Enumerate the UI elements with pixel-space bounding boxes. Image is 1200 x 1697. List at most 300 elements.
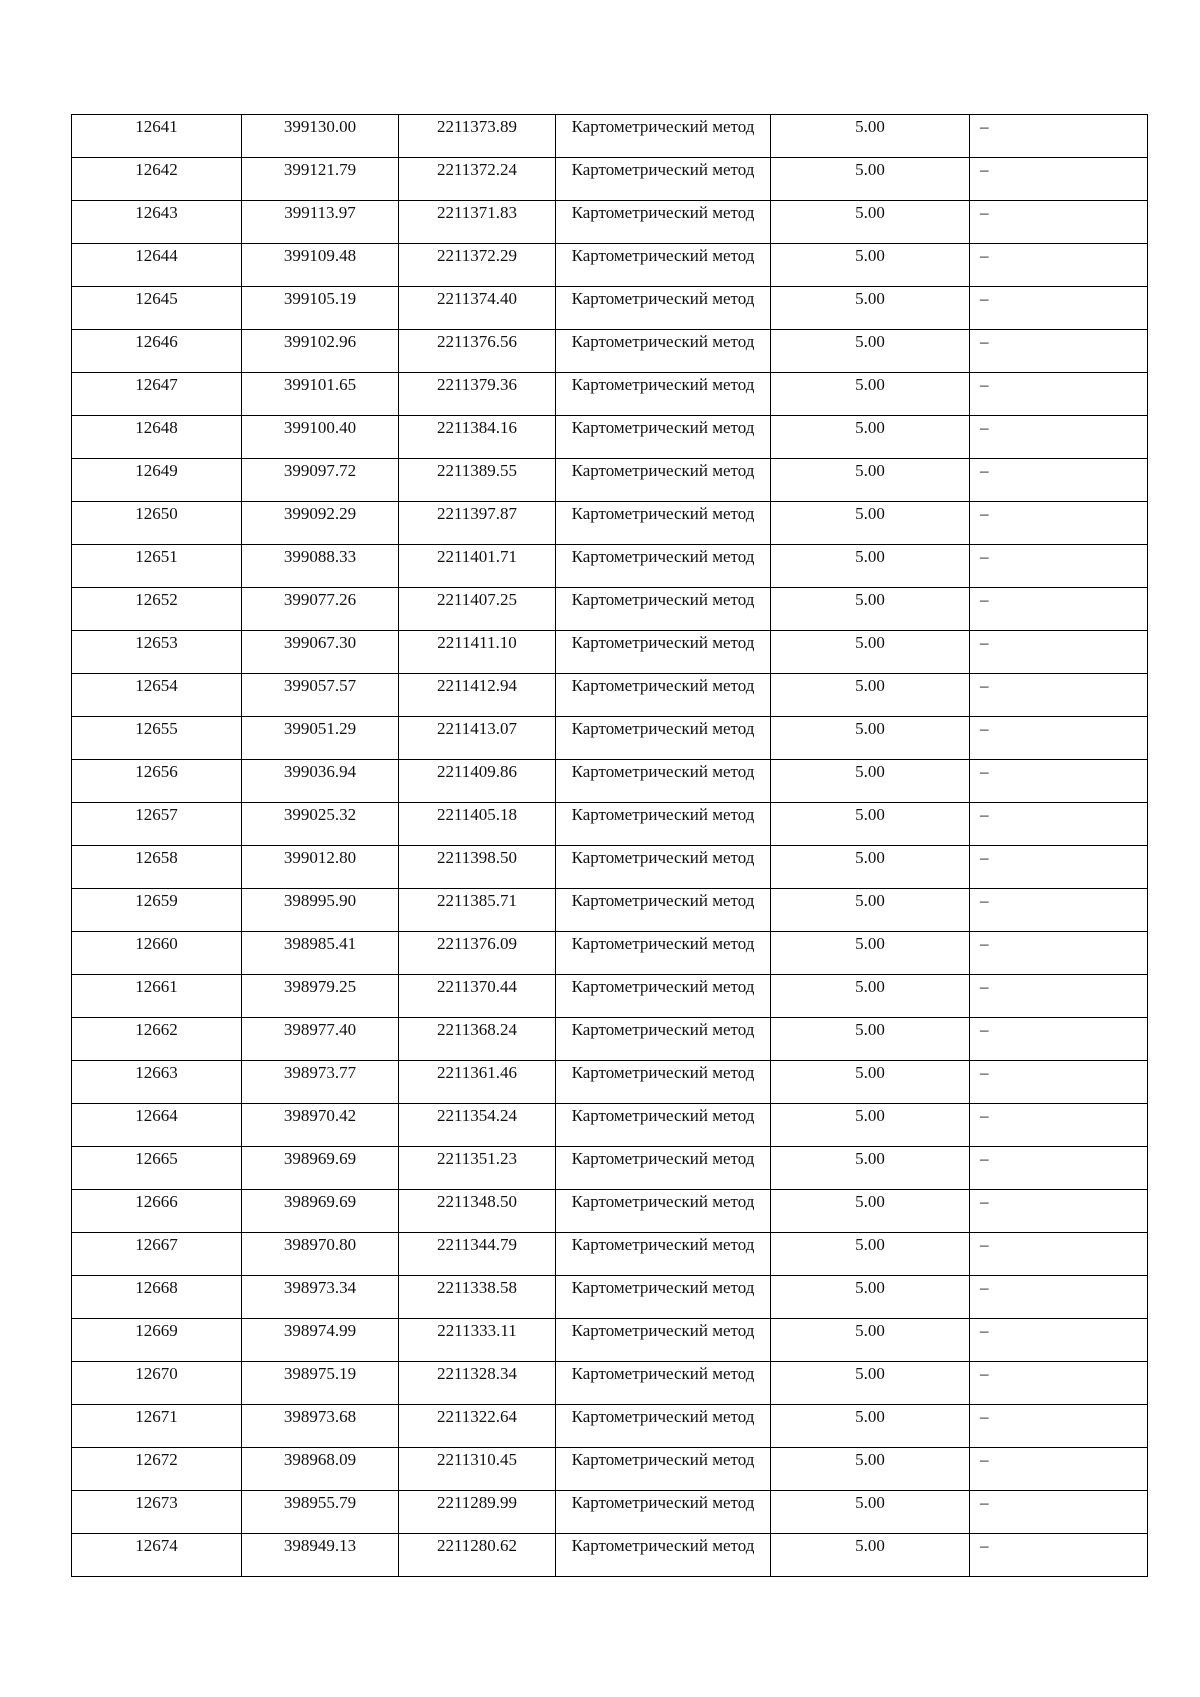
table-row: [72, 717, 1148, 760]
y-coordinate-cell: [399, 1104, 556, 1147]
point-number-cell-text: 12655: [135, 719, 178, 738]
method-cell: [556, 1534, 771, 1577]
accuracy-cell-text: 5.00: [855, 547, 885, 566]
y-coordinate-cell-text: 2211338.58: [436, 1278, 518, 1297]
table-row: [72, 244, 1148, 287]
note-cell: [970, 1061, 1148, 1104]
x-coordinate-cell-text: 398995.90: [283, 891, 357, 910]
point-number-cell-text: 12648: [135, 418, 178, 437]
y-coordinate-cell: [399, 1018, 556, 1061]
table-row: [72, 1448, 1148, 1491]
accuracy-cell-text: 5.00: [855, 375, 885, 394]
point-number-cell: [72, 545, 242, 588]
method-cell: [556, 1491, 771, 1534]
accuracy-cell: [771, 760, 970, 803]
y-coordinate-cell-text: 2211373.89: [436, 117, 518, 136]
accuracy-cell-text: 5.00: [855, 332, 885, 351]
y-coordinate-cell-text: 2211344.79: [436, 1235, 518, 1254]
x-coordinate-cell: [242, 1362, 399, 1405]
table-row: [72, 287, 1148, 330]
note-cell-text: –: [980, 590, 989, 609]
accuracy-cell-text: 5.00: [855, 1063, 885, 1082]
x-coordinate-cell: [242, 846, 399, 889]
table-row: [72, 416, 1148, 459]
method-cell-text: Картометрический метод: [571, 934, 755, 953]
method-cell-text: Картометрический метод: [571, 1106, 755, 1125]
y-coordinate-cell-text: 2211397.87: [436, 504, 518, 523]
table-row: [72, 502, 1148, 545]
accuracy-cell: [771, 287, 970, 330]
point-number-cell: [72, 1276, 242, 1319]
accuracy-cell-text: 5.00: [855, 1020, 885, 1039]
point-number-cell-text: 12674: [135, 1536, 178, 1555]
point-number-cell: [72, 1491, 242, 1534]
accuracy-cell-text: 5.00: [855, 504, 885, 523]
point-number-cell: [72, 1448, 242, 1491]
method-cell: [556, 201, 771, 244]
point-number-cell-text: 12669: [135, 1321, 178, 1340]
y-coordinate-cell: [399, 1147, 556, 1190]
method-cell: [556, 803, 771, 846]
point-number-cell-text: 12663: [135, 1063, 178, 1082]
table-row: [72, 975, 1148, 1018]
x-coordinate-cell-text: 398969.69: [283, 1149, 357, 1168]
y-coordinate-cell-text: 2211372.29: [436, 246, 518, 265]
method-cell-text: Картометрический метод: [571, 848, 755, 867]
point-number-cell-text: 12641: [135, 117, 178, 136]
accuracy-cell: [771, 1147, 970, 1190]
table-row: [72, 330, 1148, 373]
accuracy-cell-text: 5.00: [855, 1321, 885, 1340]
point-number-cell: [72, 889, 242, 932]
table-row: [72, 1104, 1148, 1147]
point-number-cell-text: 12658: [135, 848, 178, 867]
accuracy-cell: [771, 244, 970, 287]
accuracy-cell-text: 5.00: [855, 1192, 885, 1211]
method-cell: [556, 975, 771, 1018]
note-cell: [970, 115, 1148, 158]
note-cell: [970, 201, 1148, 244]
x-coordinate-cell: [242, 201, 399, 244]
x-coordinate-cell: [242, 674, 399, 717]
method-cell: [556, 1276, 771, 1319]
method-cell: [556, 760, 771, 803]
note-cell-text: –: [980, 504, 989, 523]
x-coordinate-cell-text: 398955.79: [283, 1493, 357, 1512]
y-coordinate-cell-text: 2211384.16: [436, 418, 518, 437]
method-cell-text: Картометрический метод: [571, 1321, 755, 1340]
y-coordinate-cell: [399, 717, 556, 760]
x-coordinate-cell-text: 399100.40: [283, 418, 357, 437]
table-row: [72, 201, 1148, 244]
x-coordinate-cell-text: 399113.97: [284, 203, 356, 222]
note-cell-text: –: [980, 934, 989, 953]
point-number-cell: [72, 846, 242, 889]
note-cell-text: –: [980, 1364, 989, 1383]
note-cell-text: –: [980, 246, 989, 265]
accuracy-cell: [771, 717, 970, 760]
y-coordinate-cell: [399, 1362, 556, 1405]
y-coordinate-cell-text: 2211411.10: [437, 633, 517, 652]
table-row: [72, 889, 1148, 932]
point-number-cell: [72, 1319, 242, 1362]
x-coordinate-cell: [242, 1491, 399, 1534]
x-coordinate-cell: [242, 1233, 399, 1276]
note-cell-text: –: [980, 418, 989, 437]
x-coordinate-cell-text: 398968.09: [283, 1450, 357, 1469]
x-coordinate-cell: [242, 760, 399, 803]
y-coordinate-cell: [399, 1405, 556, 1448]
point-number-cell: [72, 674, 242, 717]
x-coordinate-cell: [242, 1405, 399, 1448]
table-row: [72, 1147, 1148, 1190]
table-row: [72, 1276, 1148, 1319]
accuracy-cell: [771, 1018, 970, 1061]
y-coordinate-cell-text: 2211398.50: [436, 848, 518, 867]
note-cell: [970, 717, 1148, 760]
point-number-cell-text: 12650: [135, 504, 178, 523]
accuracy-cell-text: 5.00: [855, 1364, 885, 1383]
note-cell-text: –: [980, 332, 989, 351]
method-cell-text: Картометрический метод: [571, 375, 755, 394]
note-cell-text: –: [980, 1192, 989, 1211]
note-cell: [970, 760, 1148, 803]
note-cell-text: –: [980, 461, 989, 480]
accuracy-cell: [771, 889, 970, 932]
table-row: [72, 631, 1148, 674]
coordinates-table: [71, 114, 1148, 1577]
table-row: [72, 1319, 1148, 1362]
table-row: [72, 1233, 1148, 1276]
method-cell: [556, 846, 771, 889]
y-coordinate-cell-text: 2211379.36: [436, 375, 518, 394]
accuracy-cell-text: 5.00: [855, 203, 885, 222]
y-coordinate-cell-text: 2211310.45: [436, 1450, 518, 1469]
accuracy-cell: [771, 416, 970, 459]
y-coordinate-cell-text: 2211409.86: [436, 762, 518, 781]
x-coordinate-cell-text: 399057.57: [283, 676, 357, 695]
y-coordinate-cell-text: 2211405.18: [436, 805, 518, 824]
accuracy-cell: [771, 674, 970, 717]
point-number-cell: [72, 416, 242, 459]
point-number-cell: [72, 975, 242, 1018]
method-cell-text: Картометрический метод: [571, 977, 755, 996]
accuracy-cell: [771, 545, 970, 588]
point-number-cell: [72, 287, 242, 330]
y-coordinate-cell-text: 2211371.83: [436, 203, 518, 222]
y-coordinate-cell: [399, 373, 556, 416]
accuracy-cell-text: 5.00: [855, 246, 885, 265]
method-cell: [556, 1190, 771, 1233]
accuracy-cell: [771, 1319, 970, 1362]
accuracy-cell: [771, 1362, 970, 1405]
method-cell-text: Картометрический метод: [571, 504, 755, 523]
method-cell-text: Картометрический метод: [571, 676, 755, 695]
x-coordinate-cell-text: 399092.29: [283, 504, 357, 523]
x-coordinate-cell-text: 398970.42: [283, 1106, 357, 1125]
accuracy-cell-text: 5.00: [855, 762, 885, 781]
x-coordinate-cell: [242, 545, 399, 588]
y-coordinate-cell: [399, 846, 556, 889]
y-coordinate-cell: [399, 244, 556, 287]
table-row: [72, 803, 1148, 846]
note-cell-text: –: [980, 676, 989, 695]
method-cell-text: Картометрический метод: [571, 461, 755, 480]
point-number-cell: [72, 158, 242, 201]
accuracy-cell-text: 5.00: [855, 461, 885, 480]
accuracy-cell: [771, 1491, 970, 1534]
method-cell-text: Картометрический метод: [571, 1192, 755, 1211]
y-coordinate-cell: [399, 1534, 556, 1577]
point-number-cell: [72, 502, 242, 545]
point-number-cell-text: 12656: [135, 762, 178, 781]
note-cell-text: –: [980, 891, 989, 910]
y-coordinate-cell: [399, 158, 556, 201]
method-cell-text: Картометрический метод: [571, 633, 755, 652]
accuracy-cell-text: 5.00: [855, 1235, 885, 1254]
point-number-cell-text: 12673: [135, 1493, 178, 1512]
table-row: [72, 1534, 1148, 1577]
method-cell: [556, 244, 771, 287]
accuracy-cell: [771, 115, 970, 158]
point-number-cell: [72, 717, 242, 760]
y-coordinate-cell-text: 2211376.09: [436, 934, 518, 953]
accuracy-cell: [771, 932, 970, 975]
method-cell: [556, 1018, 771, 1061]
note-cell: [970, 846, 1148, 889]
accuracy-cell: [771, 158, 970, 201]
y-coordinate-cell-text: 2211328.34: [436, 1364, 518, 1383]
method-cell-text: Картометрический метод: [571, 1536, 755, 1555]
note-cell: [970, 416, 1148, 459]
table-row: [72, 1491, 1148, 1534]
note-cell: [970, 459, 1148, 502]
point-number-cell-text: 12645: [135, 289, 178, 308]
x-coordinate-cell: [242, 1147, 399, 1190]
note-cell: [970, 1405, 1148, 1448]
accuracy-cell: [771, 373, 970, 416]
point-number-cell-text: 12646: [135, 332, 178, 351]
point-number-cell-text: 12653: [135, 633, 178, 652]
note-cell-text: –: [980, 719, 989, 738]
accuracy-cell-text: 5.00: [855, 590, 885, 609]
accuracy-cell: [771, 330, 970, 373]
accuracy-cell: [771, 201, 970, 244]
x-coordinate-cell-text: 399067.30: [283, 633, 357, 652]
method-cell: [556, 545, 771, 588]
x-coordinate-cell-text: 399105.19: [283, 289, 357, 308]
point-number-cell-text: 12670: [135, 1364, 178, 1383]
y-coordinate-cell: [399, 674, 556, 717]
x-coordinate-cell: [242, 115, 399, 158]
note-cell: [970, 1319, 1148, 1362]
method-cell-text: Картометрический метод: [571, 246, 755, 265]
x-coordinate-cell: [242, 1276, 399, 1319]
note-cell-text: –: [980, 1063, 989, 1082]
table-row: [72, 459, 1148, 502]
note-cell-text: –: [980, 633, 989, 652]
x-coordinate-cell-text: 399036.94: [283, 762, 357, 781]
method-cell: [556, 631, 771, 674]
method-cell-text: Картометрический метод: [571, 1493, 755, 1512]
method-cell-text: Картометрический метод: [571, 289, 755, 308]
method-cell: [556, 588, 771, 631]
y-coordinate-cell: [399, 932, 556, 975]
accuracy-cell: [771, 1405, 970, 1448]
note-cell-text: –: [980, 289, 989, 308]
x-coordinate-cell-text: 398973.77: [283, 1063, 357, 1082]
y-coordinate-cell-text: 2211389.55: [436, 461, 518, 480]
y-coordinate-cell-text: 2211354.24: [436, 1106, 518, 1125]
y-coordinate-cell-text: 2211368.24: [436, 1020, 518, 1039]
method-cell: [556, 1147, 771, 1190]
accuracy-cell-text: 5.00: [855, 1106, 885, 1125]
method-cell-text: Картометрический метод: [571, 1364, 755, 1383]
note-cell: [970, 889, 1148, 932]
note-cell: [970, 588, 1148, 631]
point-number-cell-text: 12644: [135, 246, 178, 265]
note-cell: [970, 330, 1148, 373]
x-coordinate-cell-text: 398974.99: [283, 1321, 357, 1340]
point-number-cell: [72, 330, 242, 373]
table-row: [72, 588, 1148, 631]
note-cell-text: –: [980, 375, 989, 394]
table-row: [72, 545, 1148, 588]
method-cell: [556, 1061, 771, 1104]
x-coordinate-cell-text: 398973.68: [283, 1407, 357, 1426]
y-coordinate-cell-text: 2211376.56: [436, 332, 518, 351]
point-number-cell: [72, 760, 242, 803]
point-number-cell-text: 12657: [135, 805, 178, 824]
note-cell: [970, 803, 1148, 846]
method-cell-text: Картометрический метод: [571, 1063, 755, 1082]
accuracy-cell-text: 5.00: [855, 977, 885, 996]
note-cell: [970, 631, 1148, 674]
table-row: [72, 932, 1148, 975]
y-coordinate-cell: [399, 545, 556, 588]
point-number-cell-text: 12654: [135, 676, 178, 695]
accuracy-cell-text: 5.00: [855, 1450, 885, 1469]
note-cell-text: –: [980, 160, 989, 179]
point-number-cell: [72, 1233, 242, 1276]
note-cell: [970, 1190, 1148, 1233]
x-coordinate-cell-text: 398969.69: [283, 1192, 357, 1211]
x-coordinate-cell: [242, 1018, 399, 1061]
x-coordinate-cell: [242, 1061, 399, 1104]
note-cell-text: –: [980, 977, 989, 996]
method-cell-text: Картометрический метод: [571, 1407, 755, 1426]
method-cell: [556, 1319, 771, 1362]
note-cell-text: –: [980, 1149, 989, 1168]
accuracy-cell-text: 5.00: [855, 160, 885, 179]
y-coordinate-cell: [399, 588, 556, 631]
accuracy-cell: [771, 459, 970, 502]
note-cell: [970, 502, 1148, 545]
x-coordinate-cell: [242, 1448, 399, 1491]
method-cell-text: Картометрический метод: [571, 805, 755, 824]
accuracy-cell-text: 5.00: [855, 633, 885, 652]
point-number-cell: [72, 1018, 242, 1061]
method-cell: [556, 1448, 771, 1491]
x-coordinate-cell: [242, 1190, 399, 1233]
y-coordinate-cell-text: 2211280.62: [436, 1536, 518, 1555]
y-coordinate-cell-text: 2211385.71: [436, 891, 518, 910]
x-coordinate-cell: [242, 158, 399, 201]
method-cell-text: Картометрический метод: [571, 1149, 755, 1168]
y-coordinate-cell-text: 2211401.71: [436, 547, 518, 566]
x-coordinate-cell-text: 399012.80: [283, 848, 357, 867]
point-number-cell-text: 12672: [135, 1450, 178, 1469]
point-number-cell: [72, 803, 242, 846]
point-number-cell: [72, 373, 242, 416]
x-coordinate-cell-text: 399025.32: [283, 805, 357, 824]
note-cell: [970, 1448, 1148, 1491]
note-cell-text: –: [980, 762, 989, 781]
x-coordinate-cell-text: 399051.29: [283, 719, 357, 738]
method-cell-text: Картометрический метод: [571, 117, 755, 136]
y-coordinate-cell: [399, 459, 556, 502]
y-coordinate-cell: [399, 1491, 556, 1534]
method-cell: [556, 373, 771, 416]
point-number-cell-text: 12661: [135, 977, 178, 996]
x-coordinate-cell-text: 398975.19: [283, 1364, 357, 1383]
x-coordinate-cell: [242, 1534, 399, 1577]
x-coordinate-cell: [242, 1104, 399, 1147]
note-cell: [970, 975, 1148, 1018]
accuracy-cell-text: 5.00: [855, 1536, 885, 1555]
accuracy-cell: [771, 631, 970, 674]
note-cell-text: –: [980, 1407, 989, 1426]
coordinates-table-body: [72, 115, 1148, 1577]
accuracy-cell: [771, 975, 970, 1018]
x-coordinate-cell-text: 398970.80: [283, 1235, 357, 1254]
accuracy-cell: [771, 1276, 970, 1319]
point-number-cell: [72, 201, 242, 244]
point-number-cell: [72, 1534, 242, 1577]
accuracy-cell-text: 5.00: [855, 934, 885, 953]
accuracy-cell-text: 5.00: [855, 891, 885, 910]
point-number-cell: [72, 1061, 242, 1104]
accuracy-cell: [771, 803, 970, 846]
y-coordinate-cell: [399, 287, 556, 330]
y-coordinate-cell: [399, 115, 556, 158]
note-cell-text: –: [980, 1235, 989, 1254]
note-cell-text: –: [980, 117, 989, 136]
point-number-cell-text: 12643: [135, 203, 178, 222]
point-number-cell-text: 12665: [135, 1149, 178, 1168]
method-cell: [556, 1362, 771, 1405]
point-number-cell-text: 12642: [135, 160, 178, 179]
y-coordinate-cell-text: 2211289.99: [436, 1493, 518, 1512]
point-number-cell-text: 12652: [135, 590, 178, 609]
method-cell: [556, 932, 771, 975]
y-coordinate-cell: [399, 201, 556, 244]
x-coordinate-cell-text: 399088.33: [283, 547, 357, 566]
accuracy-cell: [771, 846, 970, 889]
accuracy-cell-text: 5.00: [855, 719, 885, 738]
table-row: [72, 674, 1148, 717]
table-row: [72, 1061, 1148, 1104]
y-coordinate-cell: [399, 1319, 556, 1362]
x-coordinate-cell: [242, 803, 399, 846]
x-coordinate-cell-text: 399101.65: [283, 375, 357, 394]
accuracy-cell-text: 5.00: [855, 1407, 885, 1426]
y-coordinate-cell-text: 2211322.64: [436, 1407, 518, 1426]
note-cell-text: –: [980, 805, 989, 824]
method-cell: [556, 416, 771, 459]
accuracy-cell-text: 5.00: [855, 676, 885, 695]
y-coordinate-cell-text: 2211412.94: [436, 676, 518, 695]
